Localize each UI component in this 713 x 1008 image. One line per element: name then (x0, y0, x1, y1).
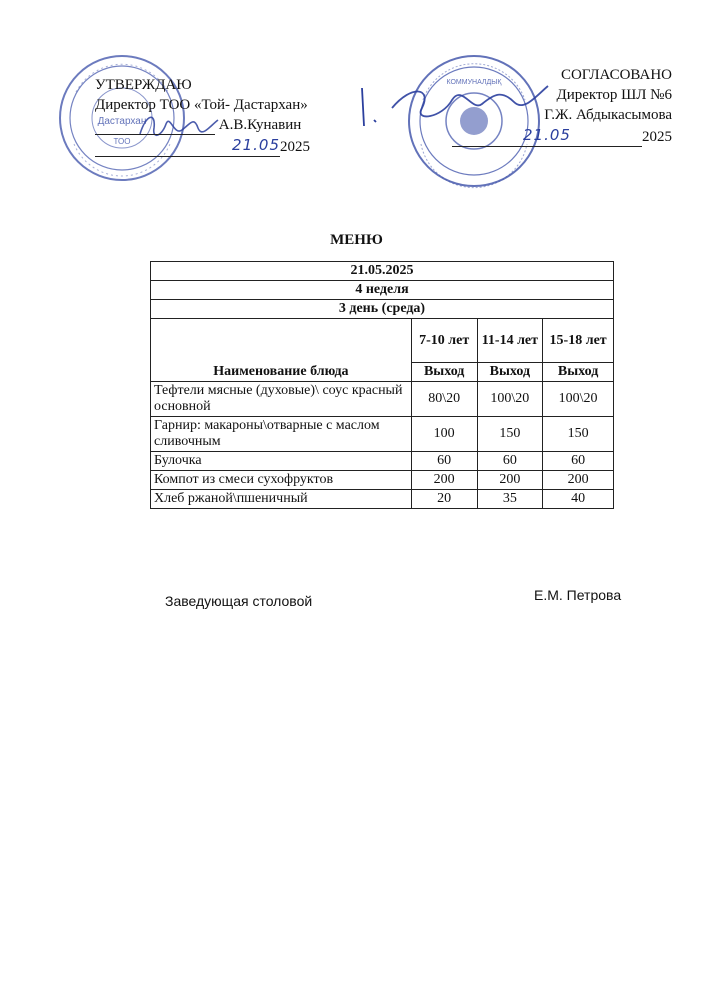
output-header: Выход (543, 363, 614, 382)
approval-right-name: Г.Ж. Абдыкасымова (544, 107, 672, 123)
age-group-header: 15-18 лет (543, 319, 614, 363)
portion-value: 80\20 (411, 382, 477, 417)
approval-left-name: А.В.Кунавин (218, 117, 302, 133)
portion-value: 60 (543, 452, 614, 471)
output-header: Выход (477, 363, 543, 382)
dish-name-header: Наименование блюда (151, 319, 412, 382)
approval-right-date: 21.05 (523, 126, 571, 144)
approval-right-position: Директор ШЛ №6 (556, 87, 672, 103)
approval-left-date-line (95, 135, 310, 157)
portion-value: 100\20 (543, 382, 614, 417)
table-row (151, 490, 614, 509)
table-row (151, 417, 614, 452)
dish-name: Гарнир: макароны\отварные с маслом сливочным (151, 417, 412, 452)
age-group-header: 11-14 лет (477, 319, 543, 363)
dish-name: Булочка (151, 452, 412, 471)
portion-value: 200 (477, 471, 543, 490)
table-row (151, 262, 614, 281)
menu-week: 4 неделя (151, 281, 614, 300)
portion-value: 200 (543, 471, 614, 490)
approval-right-date-line (437, 125, 672, 147)
portion-value: 20 (411, 490, 477, 509)
age-group-header: 7-10 лет (411, 319, 477, 363)
table-row (151, 471, 614, 490)
approval-left-block (95, 75, 310, 157)
menu-table (150, 261, 614, 509)
dish-name: Хлеб ржаной\пшеничный (151, 490, 412, 509)
table-row (151, 452, 614, 471)
table-row (151, 382, 614, 417)
portion-value: 150 (477, 417, 543, 452)
approval-left-name-line (95, 115, 310, 135)
table-row (151, 300, 614, 319)
left-stamp-text: Дастархан (97, 116, 147, 127)
table-row (151, 281, 614, 300)
approval-right-heading: СОГЛАСОВАНО (560, 67, 672, 83)
approval-left-heading: УТВЕРЖДАЮ (95, 77, 192, 93)
approval-left-date: 21.05 (232, 136, 280, 154)
left-stamp-sub: ТОО (113, 137, 131, 146)
portion-value: 35 (477, 490, 543, 509)
portion-value: 60 (477, 452, 543, 471)
portion-value: 40 (543, 490, 614, 509)
dish-name: Компот из смеси сухофруктов (151, 471, 412, 490)
portion-value: 150 (543, 417, 614, 452)
portion-value: 100\20 (477, 382, 543, 417)
portion-value: 200 (411, 471, 477, 490)
approval-right-block (523, 65, 672, 147)
menu-day: 3 день (среда) (151, 300, 614, 319)
menu-title: МЕНЮ (330, 232, 383, 248)
dish-name: Тефтели мясные (духовые)\ соус красный основной (151, 382, 412, 417)
portion-value: 60 (411, 452, 477, 471)
portion-value: 100 (411, 417, 477, 452)
footer-name: Е.М. Петрова (534, 587, 622, 603)
footer-role: Заведующая столовой (165, 593, 313, 609)
right-stamp-text: КОММУНАЛДЫҚ (446, 79, 502, 86)
approval-left-position: Директор ТОО «Той- Дастархан» (95, 97, 308, 113)
menu-date: 21.05.2025 (151, 262, 614, 281)
approval-left-year: 2025 (280, 139, 310, 155)
table-row (151, 319, 614, 363)
approval-right-year: 2025 (642, 129, 672, 145)
output-header: Выход (411, 363, 477, 382)
